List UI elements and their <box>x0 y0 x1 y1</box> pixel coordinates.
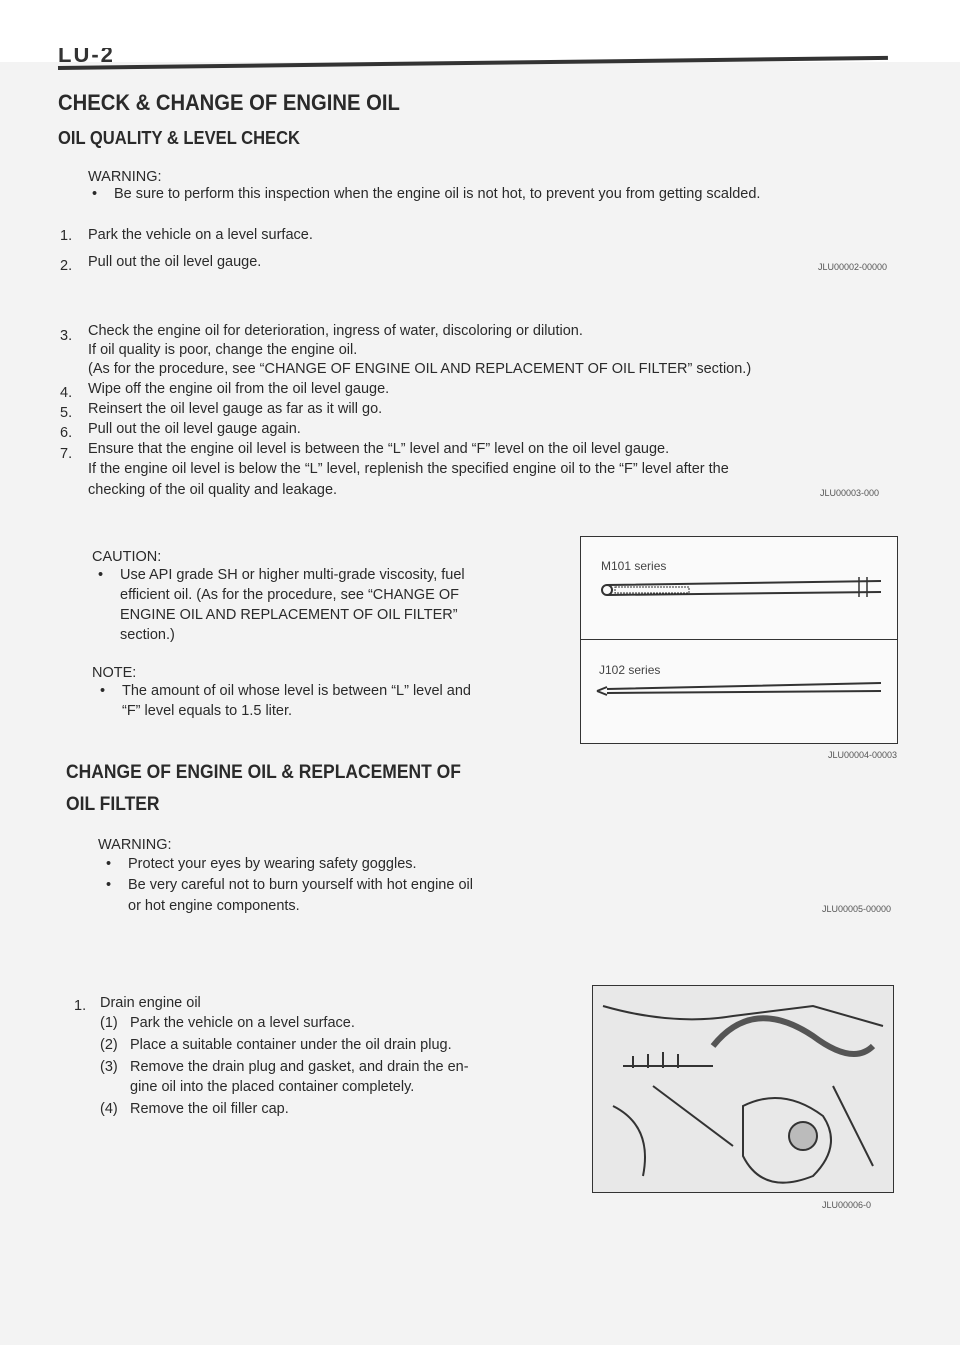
step-text: Pull out the oil level gauge. <box>88 254 262 270</box>
step-text: If the engine oil level is below the “L” level, replenish the specified engine oil to the “F” level after the <box>88 461 729 477</box>
m101-dipstick-icon <box>602 577 881 597</box>
scan-top-margin <box>0 0 960 62</box>
step-number: 6. <box>60 425 73 441</box>
dipstick-drawings <box>581 537 897 743</box>
note-label: NOTE: <box>92 665 137 681</box>
step-number: 5. <box>60 405 73 421</box>
caution-text: section.) <box>120 627 175 643</box>
section-title-oil-change: CHANGE OF ENGINE OIL & REPLACEMENT OF <box>66 762 461 783</box>
step-number: 2. <box>60 258 73 274</box>
note-text: “F” level equals to 1.5 liter. <box>122 703 293 719</box>
warning-text: • Be sure to perform this inspection when the engine oil is not hot, to prevent you from getting scalded. <box>114 185 760 204</box>
substep-text: Place a suitable container under the oil drain plug. <box>130 1037 452 1053</box>
step-text: Check the engine oil for deterioration, ingress of water, discoloring or dilution. <box>88 323 583 339</box>
figure-code: JLU00006-0 <box>822 1200 872 1210</box>
substep-number: (4) <box>100 1101 118 1117</box>
step-number: 1. <box>60 228 73 244</box>
warning-label: WARNING: <box>88 169 162 185</box>
substep-text: Remove the oil filler cap. <box>130 1101 289 1117</box>
caution-text: efficient oil. (As for the procedure, see “CHANGE OF <box>120 587 460 603</box>
step-text: Park the vehicle on a level surface. <box>88 227 313 243</box>
dipstick-figure <box>580 536 898 744</box>
engine-photo <box>592 985 894 1193</box>
step-number: 1. <box>74 998 87 1014</box>
figure-label-m101: M101 series <box>601 559 667 573</box>
warning-text: • Be very careful not to burn yourself with hot engine oil <box>128 876 473 895</box>
substep-number: (2) <box>100 1037 118 1053</box>
page-title: CHECK & CHANGE OF ENGINE OIL <box>58 90 400 115</box>
page-code: LU-2 <box>58 48 115 64</box>
step-text: Ensure that the engine oil level is between the “L” level and “F” level on the oil level gauge. <box>88 441 670 457</box>
step-text: If oil quality is poor, change the engine oil. <box>88 342 358 358</box>
step-text: Reinsert the oil level gauge as far as it will go. <box>88 401 383 417</box>
engine-bay-illustration <box>593 986 893 1192</box>
caution-text: ENGINE OIL AND REPLACEMENT OF OIL FILTER” <box>120 607 458 623</box>
section-title-oil-change-cont: OIL FILTER <box>66 794 160 815</box>
step-text: checking of the oil quality and leakage. <box>88 482 338 498</box>
step-text: (As for the procedure, see “CHANGE OF ENGINE OIL AND REPLACEMENT OF OIL FILTER” section.) <box>88 361 752 377</box>
warning-label: WARNING: <box>98 837 172 853</box>
substep-text: Park the vehicle on a level surface. <box>130 1015 355 1031</box>
j102-dipstick-icon <box>597 683 881 695</box>
substep-text: Remove the drain plug and gasket, and drain the en- <box>130 1059 469 1075</box>
note-text: • The amount of oil whose level is between “L” level and <box>122 682 471 701</box>
figure-code: JLU00004-00003 <box>828 750 898 760</box>
warning-text: • Protect your eyes by wearing safety goggles. <box>128 855 417 874</box>
step-number: 3. <box>60 328 73 344</box>
caution-label: CAUTION: <box>92 549 162 565</box>
step-text: Drain engine oil <box>100 995 201 1011</box>
step-number: 7. <box>60 446 73 462</box>
substep-number: (1) <box>100 1015 118 1031</box>
step-text: Wipe off the engine oil from the oil level gauge. <box>88 381 390 397</box>
section-title-oil-check: OIL QUALITY & LEVEL CHECK <box>58 128 300 148</box>
figure-code: JLU00002-00000 <box>818 262 888 272</box>
caution-text: • Use API grade SH or higher multi-grade viscosity, fuel <box>120 566 465 585</box>
step-number: 4. <box>60 385 73 401</box>
substep-number: (3) <box>100 1059 118 1075</box>
figure-code: JLU00003-000 <box>820 488 880 498</box>
substep-text: gine oil into the placed container completely. <box>130 1079 415 1095</box>
figure-code: JLU00005-00000 <box>822 904 892 914</box>
warning-text: or hot engine components. <box>128 898 300 914</box>
figure-label-j102: J102 series <box>599 663 661 677</box>
step-text: Pull out the oil level gauge again. <box>88 421 301 437</box>
